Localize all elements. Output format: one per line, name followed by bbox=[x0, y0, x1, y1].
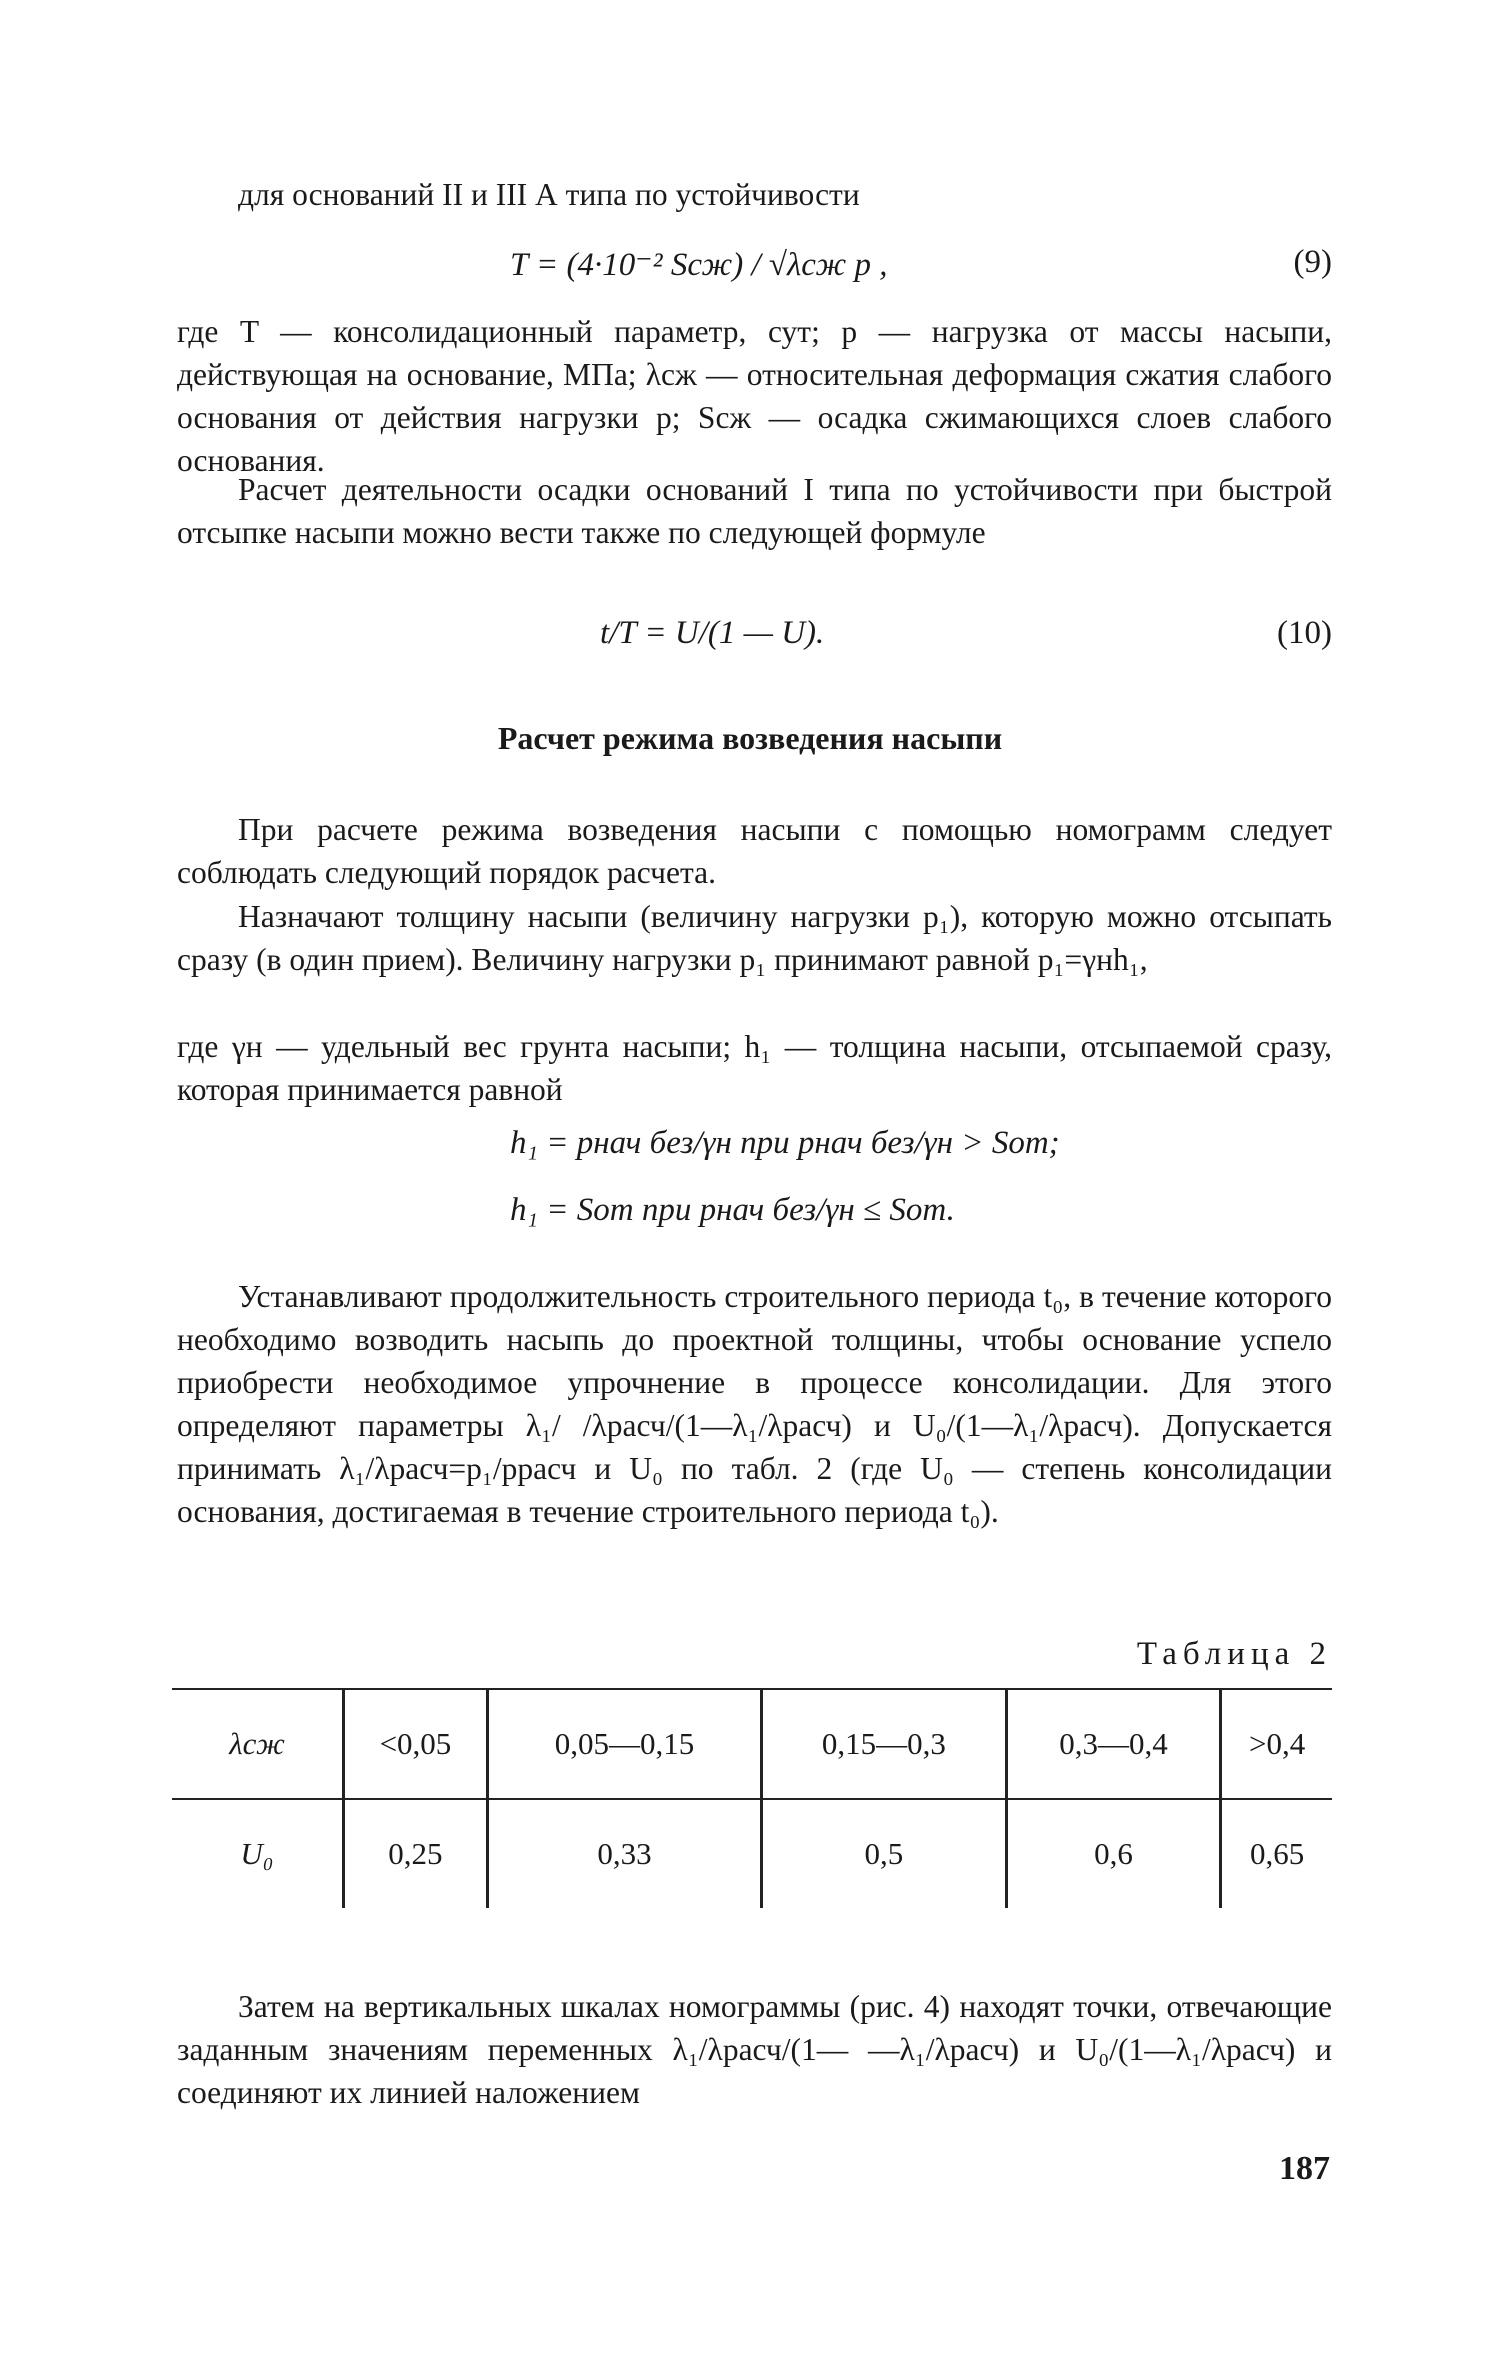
nomogram-paragraph: Затем на вертикальных шкалах номограммы (рис. 4) находят точки, отвечающие заданным значениям переменных λ₁/λрасч/(1— —λ₁/λрасч) и U₀/(1—λ₁/λрасч) и соединяют их линией наложением bbox=[177, 1989, 1332, 2110]
table-caption: Таблица 2 bbox=[1136, 1636, 1332, 1672]
row-label: λсж bbox=[172, 1689, 344, 1799]
formula-h1-first: h₁ = pнач без/γн при pнач без/γн > Sот; bbox=[510, 1125, 1060, 1161]
formula-9-number: (9) bbox=[1293, 244, 1332, 280]
formula-10-number: (10) bbox=[1277, 615, 1332, 651]
table-cell: 0,15—0,3 bbox=[762, 1689, 1006, 1799]
assign-paragraph: Назначают толщину насыпи (величину нагрузки p₁), которую можно отсыпать сразу (в один прием). Величину нагрузки p₁ принимают равной p₁=γнh₁, bbox=[177, 899, 1332, 977]
table-cell: <0,05 bbox=[344, 1689, 488, 1799]
table-row bbox=[172, 1799, 1332, 1908]
table-cell: 0,33 bbox=[487, 1799, 761, 1908]
calculation-paragraph: Расчет деятельности осадки оснований I типа по устойчивости при быстрой отсыпке насыпи можно вести также по следующей формуле bbox=[177, 472, 1332, 550]
period-paragraph: Устанавливают продолжительность строительного периода t₀, в течение которого необходимо возводить насыпь до проектной толщины, чтобы основание успело приобрести необходимое упрочнение в процессе консолидации. Для этого определяют параметры λ₁/ /λрасч/(1—λ₁/λрасч) и U₀/(1—λ₁/λрасч). Допускается принимать λ₁/λрасч=p₁/pрасч и U₀ по табл. 2 (где U₀ — степень консолидации основания, достигаемая в течение строительного периода t₀). bbox=[177, 1279, 1332, 1529]
table-cell: 0,3—0,4 bbox=[1006, 1689, 1221, 1799]
formula-10: t/T = U/(1 — U). bbox=[600, 615, 825, 651]
table-cell: >0,4 bbox=[1221, 1689, 1332, 1799]
formula-9: T = (4·10⁻² Sсж) / √λсж p , bbox=[510, 247, 888, 283]
gamma-paragraph: где γн — удельный вес грунта насыпи; h₁ — толщина насыпи, отсыпаемой сразу, которая принимается равной bbox=[177, 1029, 1332, 1107]
table-row bbox=[172, 1689, 1332, 1799]
table-cell: 0,05—0,15 bbox=[487, 1689, 761, 1799]
table-2 bbox=[172, 1688, 1332, 1908]
formula-h1-second: h₁ = Sот при pнач без/γн ≤ Sот. bbox=[510, 1192, 955, 1228]
table-cell: 0,25 bbox=[344, 1799, 488, 1908]
table-cell: 0,65 bbox=[1221, 1799, 1332, 1908]
row-label: U₀ bbox=[240, 1836, 274, 1871]
table-cell: 0,5 bbox=[762, 1799, 1006, 1908]
intro-paragraph: для оснований II и III А типа по устойчивости bbox=[238, 177, 860, 212]
page-number: 187 bbox=[1279, 2150, 1330, 2187]
definitions-paragraph: где T — консолидационный параметр, сут; p — нагрузка от массы насыпи, действующая на основание, МПа; λсж — относительная деформация сжатия слабого основания от действия нагрузки p; Sсж — осадка сжимающихся слоев слабого основания. bbox=[177, 314, 1332, 478]
table-cell: 0,6 bbox=[1006, 1799, 1221, 1908]
order-paragraph: При расчете режима возведения насыпи с помощью номограмм следует соблюдать следующий порядок расчета. bbox=[177, 812, 1332, 890]
section-heading: Расчет режима возведения насыпи bbox=[497, 720, 1003, 756]
